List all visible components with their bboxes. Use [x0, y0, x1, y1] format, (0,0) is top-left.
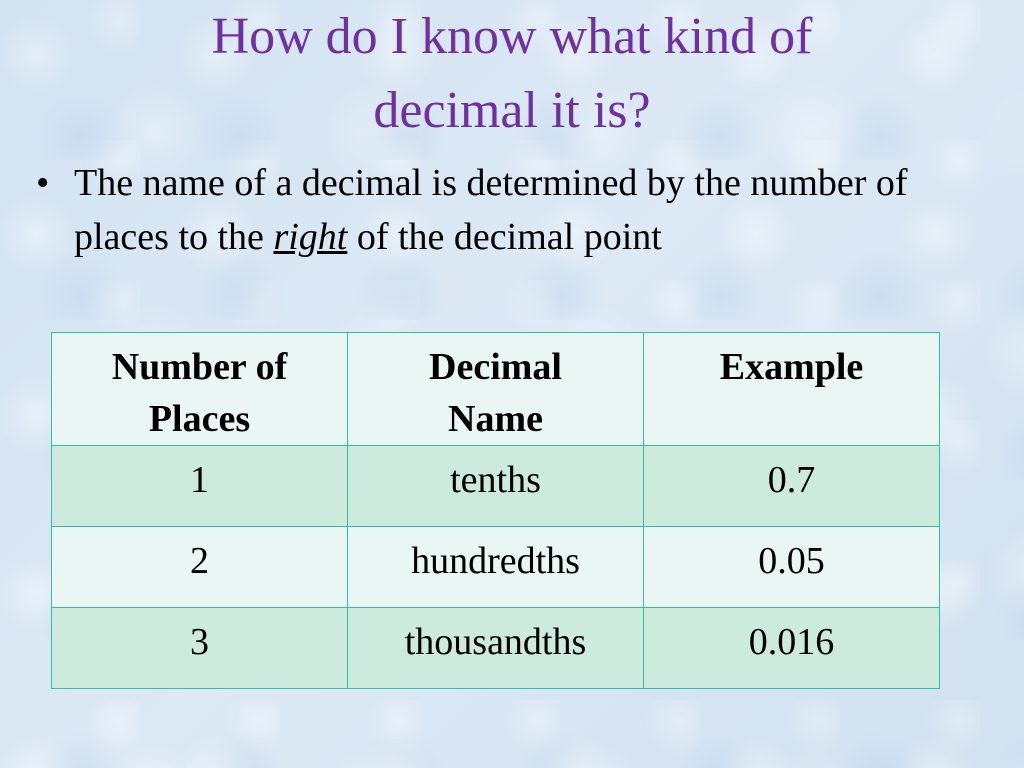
slide-title [60, 0, 964, 148]
decimal-places-table [51, 332, 940, 689]
table-row [52, 527, 940, 608]
header-decimal-name-line-2: Name [448, 398, 543, 440]
bullet-text [74, 156, 910, 264]
bullet-item [30, 156, 910, 264]
bullet-text-before: The name of a decimal is determined by the number of places to the [74, 162, 908, 258]
cell-places: 3 [52, 608, 348, 689]
header-number-of-places [52, 333, 348, 446]
bullet-list [30, 156, 910, 264]
header-decimal-name-line-1: Decimal [429, 346, 562, 388]
cell-decimal-name: hundredths [348, 527, 644, 608]
table-row [52, 446, 940, 527]
cell-places: 1 [52, 446, 348, 527]
bullet-marker: • [36, 162, 50, 204]
table-row [52, 608, 940, 689]
title-line-2: decimal it is? [373, 82, 651, 139]
cell-example: 0.016 [644, 608, 940, 689]
cell-places: 2 [52, 527, 348, 608]
cell-decimal-name: thousandths [348, 608, 644, 689]
header-example: Example [644, 333, 940, 446]
header-number-of-places-line-1: Number of [111, 346, 288, 388]
table-header-row [52, 333, 940, 446]
title-line-1: How do I know what kind of [211, 8, 813, 65]
bullet-text-after: of the decimal point [347, 216, 662, 258]
cell-example: 0.7 [644, 446, 940, 527]
bullet-emphasis-word: right [273, 216, 348, 258]
header-number-of-places-line-2: Places [148, 398, 251, 440]
header-decimal-name [348, 333, 644, 446]
cell-example: 0.05 [644, 527, 940, 608]
cell-decimal-name: tenths [348, 446, 644, 527]
